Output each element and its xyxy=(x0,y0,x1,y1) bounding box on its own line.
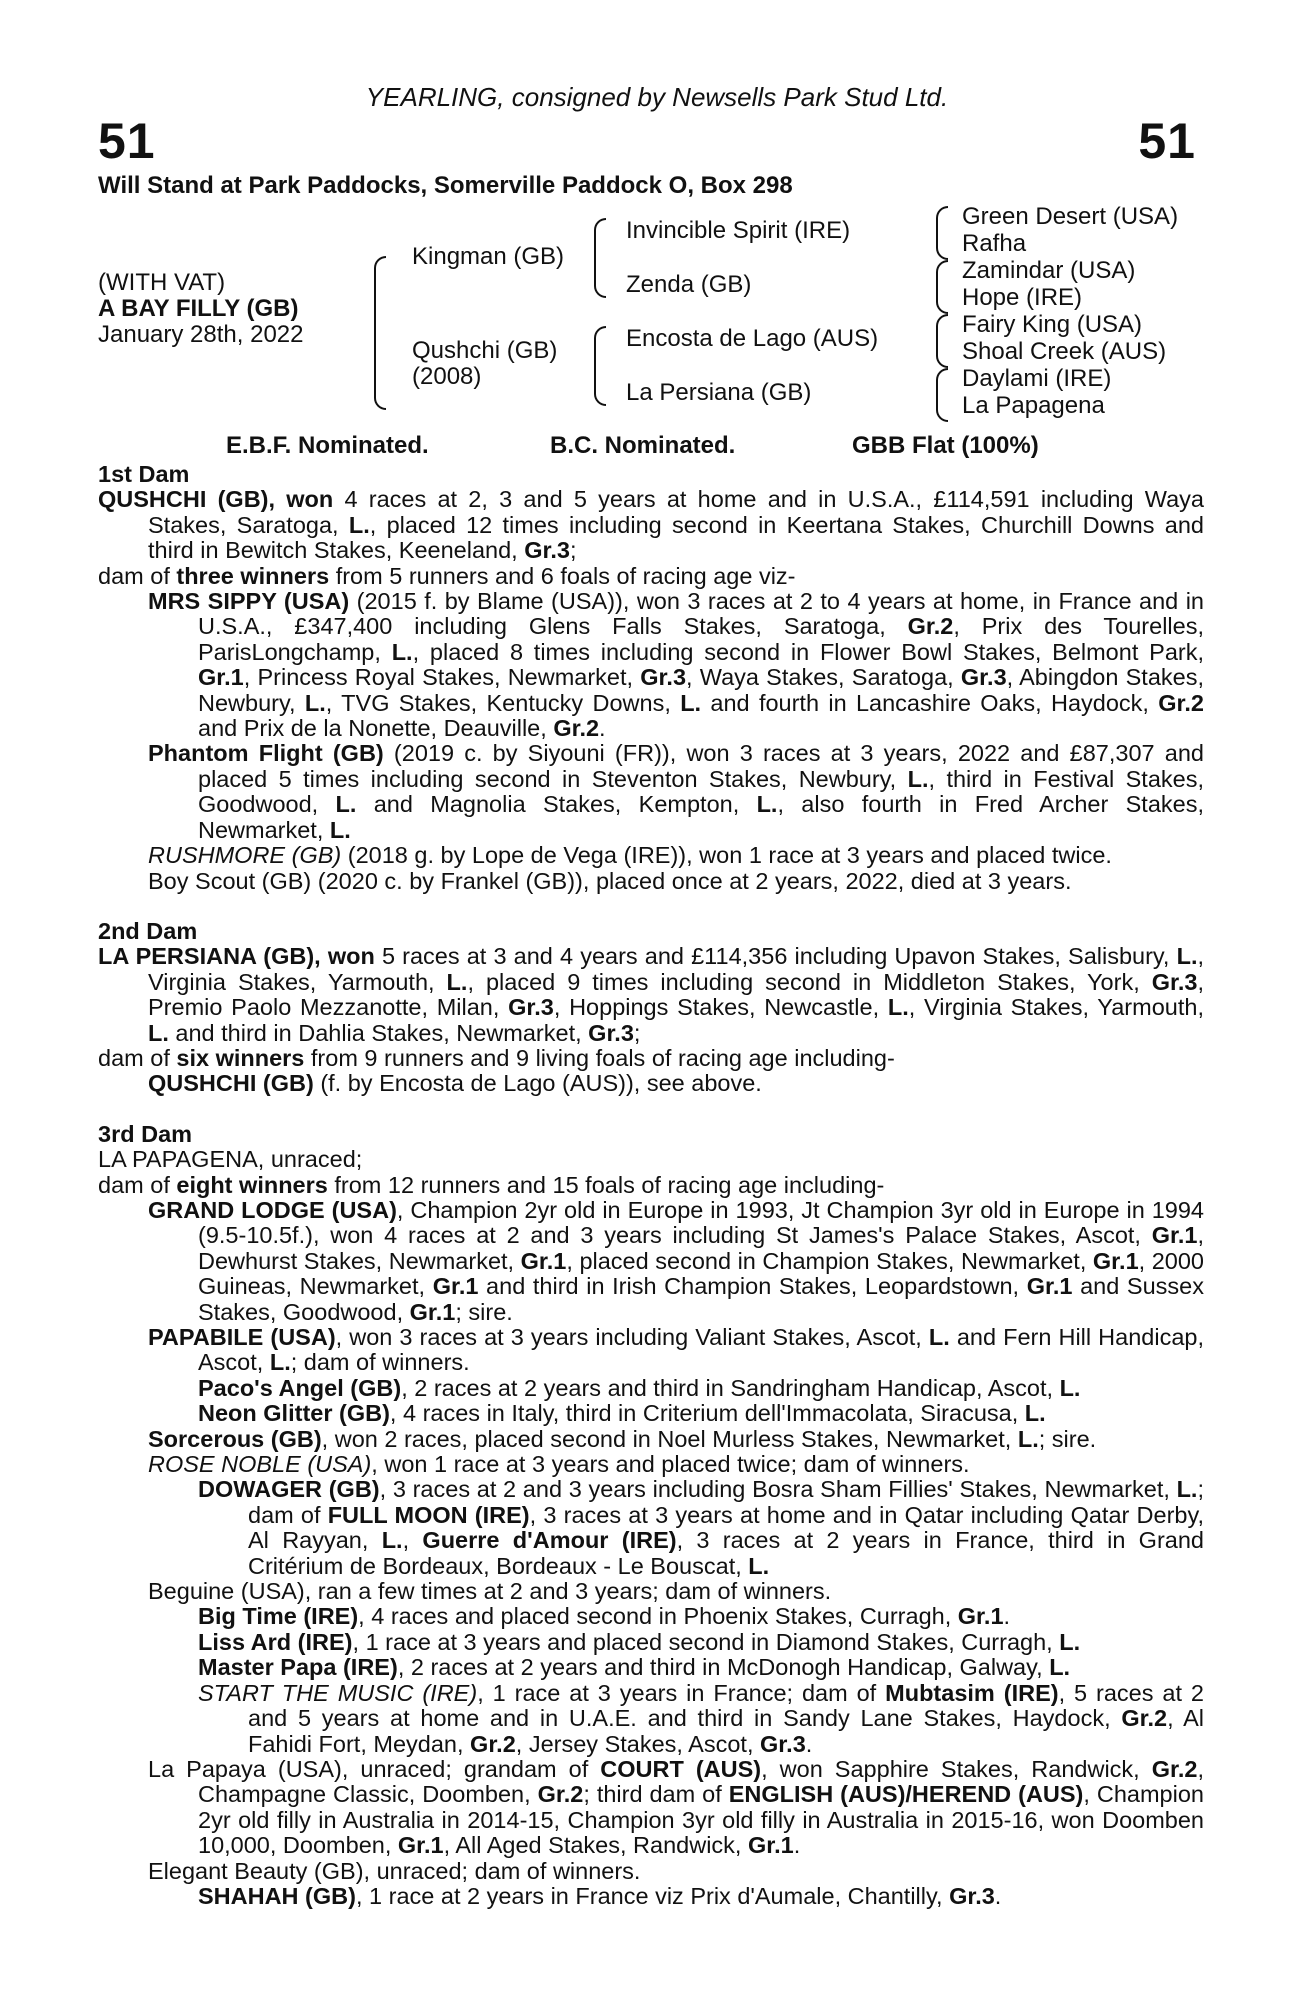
first-dam-entry: QUSHCHI (GB), won 4 races at 2, 3 and 5 years at home and in U.S.A., £114,591 including Waya Stakes, Saratoga, L., placed 12 times including second in Keertana Stakes, Churchill Downs and third in Bewitch Stakes, Keeneland, Gr.3; xyxy=(98,486,1205,564)
third-dam-produce-summary: dam of eight winners from 12 runners and 15 foals of racing age including- xyxy=(98,1171,885,1198)
pedigree-brace-6 xyxy=(936,314,948,368)
foaled-date: January 28th, 2022 xyxy=(98,321,304,348)
dam: Qushchi (GB) xyxy=(412,337,558,364)
grandsire-5: Fairy King (USA) xyxy=(962,311,1143,338)
produce-beguine: Beguine (USA), ran a few times at 2 and 3 years; dam of winners. xyxy=(148,1578,832,1605)
produce-dowager: DOWAGER (GB), 3 races at 2 and 3 years including Bosra Sham Fillies' Stakes, Newmarket, L.; dam of FULL MOON (IRE), 3 races at 3 years at home and in Qatar including Qatar Derby, Al Rayyan, L., Guerre d'Amour (IRE), 3 races at 2 years in France, third in Grand Critérium de Bordeaux, Bordeaux - Le Bouscat, L. xyxy=(198,1476,1205,1579)
section-heading-1st-dam: 1st Dam xyxy=(98,461,190,487)
pedigree-brace-4 xyxy=(936,206,948,260)
bc-nomination: B.C. Nominated. xyxy=(550,432,736,459)
grandsire-2: Rafha xyxy=(962,230,1027,257)
section-heading-2nd-dam: 2nd Dam xyxy=(98,917,198,944)
produce-boy-scout: Boy Scout (GB) (2020 c. by Frankel (GB)), placed once at 2 years, 2022, died at 3 years. xyxy=(148,867,1072,894)
dam-sire: Encosta de Lago (AUS) xyxy=(626,325,879,352)
second-dam-entry: LA PERSIANA (GB), won 5 races at 3 and 4 years and £114,356 including Upavon Stakes, Salisbury, L., Virginia Stakes, Yarmouth, L., placed 9 times including second in Middleton Stakes, York, Gr.3, Premio Paolo Mezzanotte, Milan, Gr.3, Hoppings Stakes, Newcastle, L., Virginia Stakes, Yarmouth, L. and third in Dahlia Stakes, Newmarket, Gr.3; xyxy=(98,943,1205,1046)
produce-pacos-angel: Paco's Angel (GB), 2 races at 2 years and third in Sandringham Handicap, Ascot, L. xyxy=(198,1374,1081,1401)
section-heading-3rd-dam: 3rd Dam xyxy=(98,1120,193,1147)
dam-dam: La Persiana (GB) xyxy=(626,379,812,406)
pedigree-brace-3 xyxy=(594,326,606,406)
produce-big-time: Big Time (IRE), 4 races and placed second in Phoenix Stakes, Curragh, Gr.1. xyxy=(198,1603,1011,1630)
pedigree-brace-1 xyxy=(374,256,386,410)
pedigree-brace-7 xyxy=(936,368,948,422)
produce-phantom-flight: Phantom Flight (GB) (2019 c. by Siyouni (FR)), won 3 races at 3 years, 2022 and £87,307 and placed 5 times including second in Steventon Stakes, Newbury, L., third in Festival Stakes, Goodwood, L. and Magnolia Stakes, Kempton, L., also fourth in Fred Archer Stakes, Newmarket, L. xyxy=(148,740,1205,843)
pedigree-brace-2 xyxy=(594,218,606,298)
second-dam-produce-summary: dam of six winners from 9 runners and 9 living foals of racing age including- xyxy=(98,1044,895,1071)
grandsire-7: Daylami (IRE) xyxy=(962,365,1112,392)
vat-note: (WITH VAT) xyxy=(98,269,226,296)
ebf-nomination: E.B.F. Nominated. xyxy=(226,432,429,459)
produce-start-the-music: START THE MUSIC (IRE), 1 race at 3 years in France; dam of Mubtasim (IRE), 5 races at 2 and 5 years at home and in U.A.E. and third in Sandy Lane Stakes, Haydock, Gr.2, Al Fahidi Fort, Meydan, Gr.2, Jersey Stakes, Ascot, Gr.3. xyxy=(198,1679,1205,1757)
produce-rose-noble: ROSE NOBLE (USA), won 1 race at 3 years and placed twice; dam of winners. xyxy=(148,1451,970,1478)
grandsire-3: Zamindar (USA) xyxy=(962,257,1136,284)
produce-sorcerous: Sorcerous (GB), won 2 races, placed second in Noel Murless Stakes, Newmarket, L.; sire. xyxy=(148,1425,1097,1452)
produce-qushchi: QUSHCHI (GB) (f. by Encosta de Lago (AUS)), see above. xyxy=(148,1070,762,1097)
grandsire-8: La Papagena xyxy=(962,392,1105,419)
third-dam-entry: LA PAPAGENA, unraced; xyxy=(98,1146,363,1173)
grandsire-6: Shoal Creek (AUS) xyxy=(962,338,1167,365)
sire-dam: Zenda (GB) xyxy=(626,271,752,298)
produce-la-papaya: La Papaya (USA), unraced; grandam of COURT (AUS), won Sapphire Stakes, Randwick, Gr.2, Champagne Classic, Doomben, Gr.2; third dam of ENGLISH (AUS)/HEREND (AUS), Champion 2yr old filly in Australia in 2014-15, Champion 3yr old filly in Australia in 2015-16, won Doomben 10,000, Doomben, Gr.1, All Aged Stakes, Randwick, Gr.1. xyxy=(148,1755,1204,1859)
lot-name: A BAY FILLY (GB) xyxy=(98,295,299,322)
consignment-header: YEARLING, consigned by Newsells Park Stud Ltd. xyxy=(365,82,949,112)
sire: Kingman (GB) xyxy=(412,243,565,270)
produce-shahah: SHAHAH (GB), 1 race at 2 years in France viz Prix d'Aumale, Chantilly, Gr.3. xyxy=(198,1882,1002,1909)
produce-master-papa: Master Papa (IRE), 2 races at 2 years and third in McDonogh Handicap, Galway, L. xyxy=(198,1654,1071,1681)
produce-neon-glitter: Neon Glitter (GB), 4 races in Italy, third in Criterium dell'Immacolata, Siracusa, L. xyxy=(198,1400,1046,1427)
sire-sire: Invincible Spirit (IRE) xyxy=(626,217,851,244)
produce-rushmore: RUSHMORE (GB) (2018 g. by Lope de Vega (IRE)), won 1 race at 3 years and placed twice. xyxy=(148,842,1112,869)
produce-elegant-beauty: Elegant Beauty (GB), unraced; dam of winners. xyxy=(148,1857,641,1884)
dam-year: (2008) xyxy=(412,363,482,390)
grandsire-4: Hope (IRE) xyxy=(962,284,1083,311)
gbb-flat: GBB Flat (100%) xyxy=(852,432,1039,459)
lot-number-left: 51 xyxy=(98,113,156,169)
produce-mrs-sippy: MRS SIPPY (USA) (2015 f. by Blame (USA)), won 3 races at 2 to 4 years at home, in France and in U.S.A., £347,400 including Glens Falls Stakes, Saratoga, Gr.2, Prix des Tourelles, ParisLongchamp, L., placed 8 times including second in Flower Bowl Stakes, Belmont Park, Gr.1, Princess Royal Stakes, Newmarket, Gr.3, Waya Stakes, Saratoga, Gr.3, Abingdon Stakes, Newbury, L., TVG Stakes, Kentucky Downs, L. and fourth in Lancashire Oaks, Haydock, Gr.2 and Prix de la Nonette, Deauville, Gr.2. xyxy=(148,588,1204,742)
produce-grand-lodge: GRAND LODGE (USA), Champion 2yr old in Europe in 1993, Jt Champion 3yr old in Europe in 1994 (9.5-10.5f.), won 4 races at 2 and 3 years including St James's Palace Stakes, Ascot, Gr.1, Dewhurst Stakes, Newmarket, Gr.1, placed second in Champion Stakes, Newmarket, Gr.1, 2000 Guineas, Newmarket, Gr.1 and third in Irish Champion Stakes, Leopardstown, Gr.1 and Sussex Stakes, Goodwood, Gr.1; sire. xyxy=(148,1196,1204,1325)
produce-liss-ard: Liss Ard (IRE), 1 race at 3 years and placed second in Diamond Stakes, Curragh, L. xyxy=(198,1628,1081,1655)
first-dam-produce-summary: dam of three winners from 5 runners and 6 foals of racing age viz- xyxy=(98,562,796,589)
catalogue-body xyxy=(98,462,1204,1909)
lot-number-right: 51 xyxy=(1138,113,1196,169)
stand-location: Will Stand at Park Paddocks, Somerville Paddock O, Box 298 xyxy=(98,172,793,199)
pedigree-brace-5 xyxy=(936,260,948,314)
grandsire-1: Green Desert (USA) xyxy=(962,203,1179,230)
produce-papabile: PAPABILE (USA), won 3 races at 3 years including Valiant Stakes, Ascot, L. and Fern Hill Handicap, Ascot, L.; dam of winners. xyxy=(148,1324,1204,1376)
